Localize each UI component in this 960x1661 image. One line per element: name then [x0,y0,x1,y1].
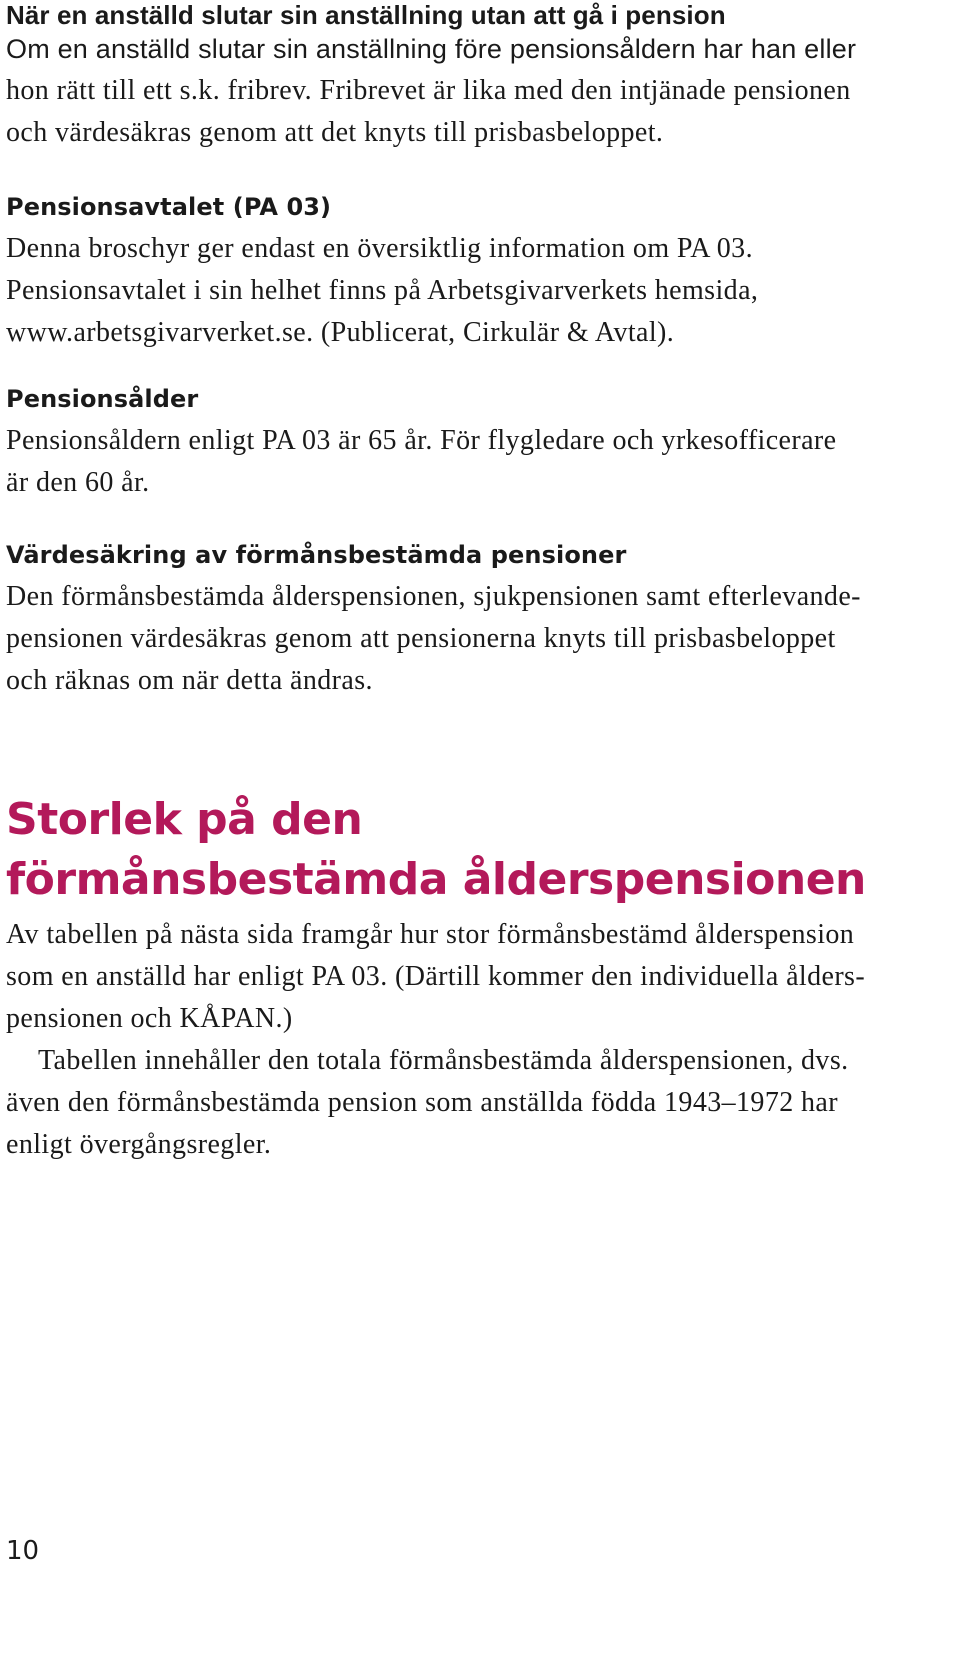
main-heading-line2: förmånsbestämda ålderspensionen [6,854,866,905]
section-line: och värdesäkras genom att det knyts till prisbasbeloppet. [6,117,664,148]
section-line: Denna broschyr ger endast en översiktlig information om PA 03. [6,233,753,264]
section-title-pensionsalder: Pensionsålder [6,385,199,413]
section-line: är den 60 år. [6,467,150,498]
section-line: Om en anställd slutar sin anställning före pensionsåldern har han eller [6,34,857,64]
section-fribrev [6,0,916,154]
section-line: Pensionsavtalet i sin helhet finns på Arbetsgivarverkets hemsida, [6,275,759,306]
document-page [6,0,916,1166]
main-section [6,790,916,1166]
paragraph-line: enligt övergångsregler. [6,1129,272,1160]
section-line: www.arbetsgivarverket.se. (Publicerat, Cirkulär & Avtal). [6,317,675,348]
section-pensionsavtalet [6,192,916,354]
section-line: och räknas om när detta ändras. [6,665,373,696]
section-line: Pensionsåldern enligt PA 03 är 65 år. För flygledare och yrkesofficerare [6,425,837,456]
paragraph-line: som en anställd har enligt PA 03. (Därtill kommer den individuella ålders- [6,961,866,992]
main-paragraph-2 [6,1040,916,1166]
section-line: hon rätt till ett s.k. fribrev. Fribrevet är lika med den intjänade pensionen [6,75,851,106]
section-pensionsalder [6,384,916,504]
section-title-fribrev: När en anställd slutar sin anställning utan att gå i pension [6,0,726,30]
section-vardesakring [6,540,916,702]
page-number: 10 [6,1536,40,1566]
section-title-vardesakring: Värdesäkring av förmånsbestämda pensioner [6,541,627,569]
main-heading-line1: Storlek på den [6,794,363,845]
section-line: Den förmånsbestämda ålderspensionen, sjukpensionen samt efterlevande- [6,581,861,612]
paragraph-line: Tabellen innehåller den totala förmånsbestämda ålderspensionen, dvs. [38,1045,849,1076]
main-paragraph-1 [6,914,916,1040]
section-line: pensionen värdesäkras genom att pensionerna knyts till prisbasbeloppet [6,623,836,654]
section-title-pensionsavtalet: Pensionsavtalet (PA 03) [6,193,332,221]
paragraph-line: även den förmånsbestämda pension som anställda födda 1943–1972 har [6,1087,838,1118]
paragraph-line: Av tabellen på nästa sida framgår hur stor förmånsbestämd ålderspension [6,919,855,950]
paragraph-line: pensionen och KÅPAN.) [6,1003,293,1034]
